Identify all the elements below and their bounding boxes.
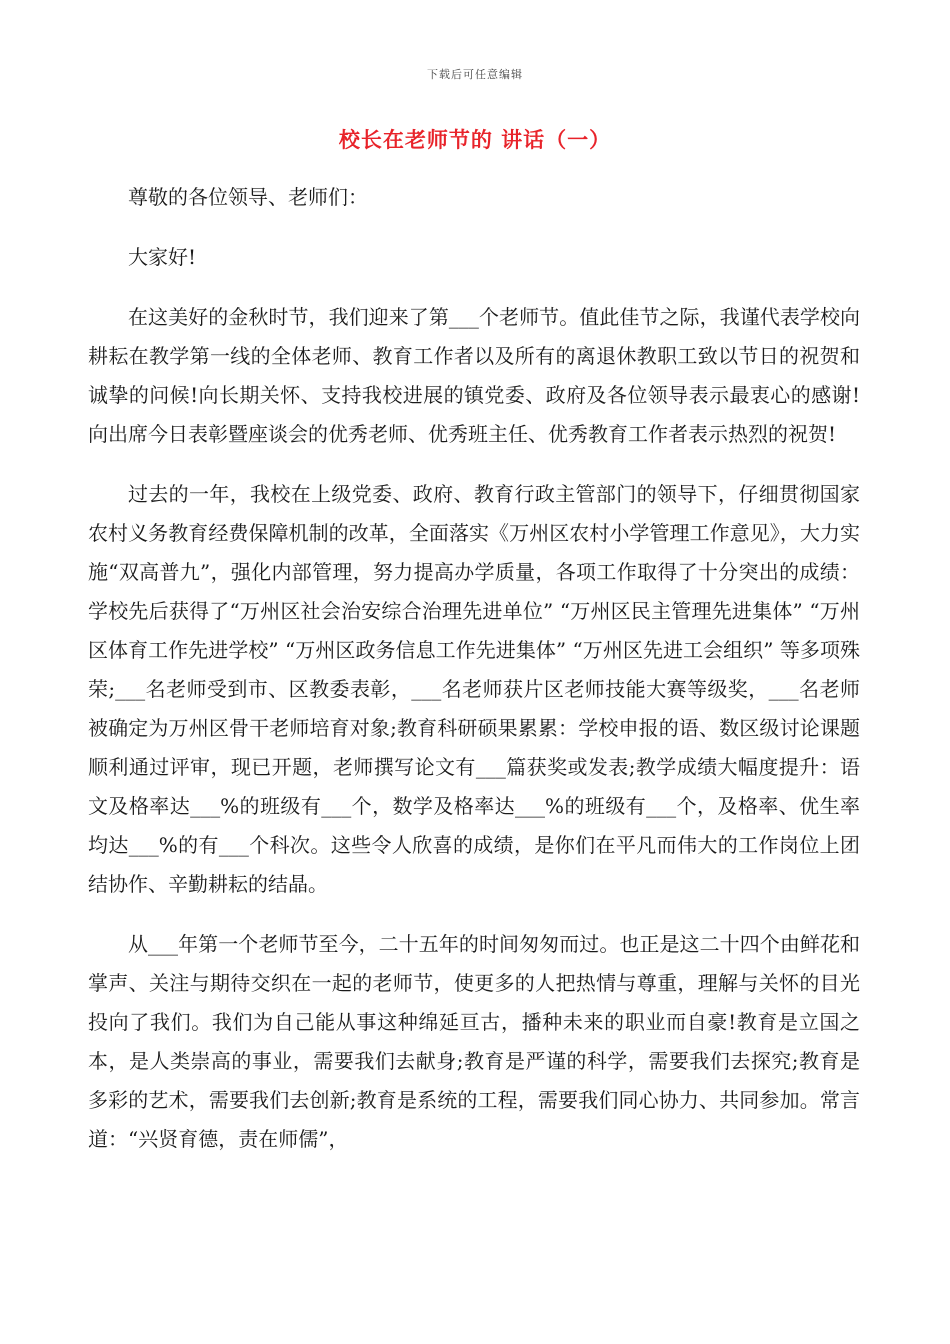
paragraph-1: 在这美好的金秋时节，我们迎来了第___个老师节。值此佳节之际，我谨代表学校向耕耘在教学第一线的全体老师、教育工作者以及所有的离退休教职工致以节日的祝贺和诚挚的问候!向长期关怀、支持我校进展的镇党委、政府及各位领导表示最衷心的感谢!向出席今日表彰暨座谈会的优秀老师、优秀班主任、优秀教育工作者表示热烈的祝贺! [88, 305, 860, 446]
greeting-line: 尊敬的各位领导、老师们： [128, 185, 368, 209]
hello-line: 大家好! [128, 245, 197, 269]
paragraph-3: 从___年第一个老师节至今，二十五年的时间匆匆而过。也正是这二十四个由鲜花和掌声、关注与期待交织在一起的老师节，使更多的人把热情与尊重，理解与关怀的目光投向了我们。我们为自己能从事这种绵延亘古，播种未来的职业而自豪!教育是立国之本，是人类崇高的事业，需要我们去献身;教育是严谨的科学，需要我们去探究;教育是多彩的艺术，需要我们去创新;教育是系统的工程，需要我们同心协力、共同参加。常言道：“兴贤育德，责在师儒”， [88, 932, 860, 1151]
document-title: 校长在老师节的 讲话（一） [338, 127, 612, 152]
document-body [88, 178, 860, 1159]
header-note: 下载后可任意编辑 [427, 68, 523, 81]
paragraph-2: 过去的一年，我校在上级党委、政府、教育行政主管部门的领导下，仔细贯彻国家农村义务教育经费保障机制的改革，全面落实《万州区农村小学管理工作意见》，大力实施“双高普九”，强化内部管理，努力提高办学质量，各项工作取得了十分突出的成绩：学校先后获得了“万州区社会治安综合治理先进单位” “万州区民主管理先进集体” “万州区体育工作先进学校” “万州区政务信息工作先进集体” “万州区先进工会组织” 等多项殊荣;___名老师受到市、区教委表彰，___名老师获片区老师技能大赛等级奖，___名老师被确定为万州区骨干老师培育对象;教育科研硕果累累：学校申报的语、数区级讨论课题顺利通过评审，现已开题，老师撰写论文有___篇获奖或发表;教学成绩大幅度提升：语文及格率达___%的班级有___个，数学及格率达___%的班级有___个，及格率、优生率均达___%的有___个科次。这些令人欣喜的成绩，是你们在平凡而伟大的工作岗位上团结协作、辛勤耕耘的结晶。 [88, 482, 860, 896]
